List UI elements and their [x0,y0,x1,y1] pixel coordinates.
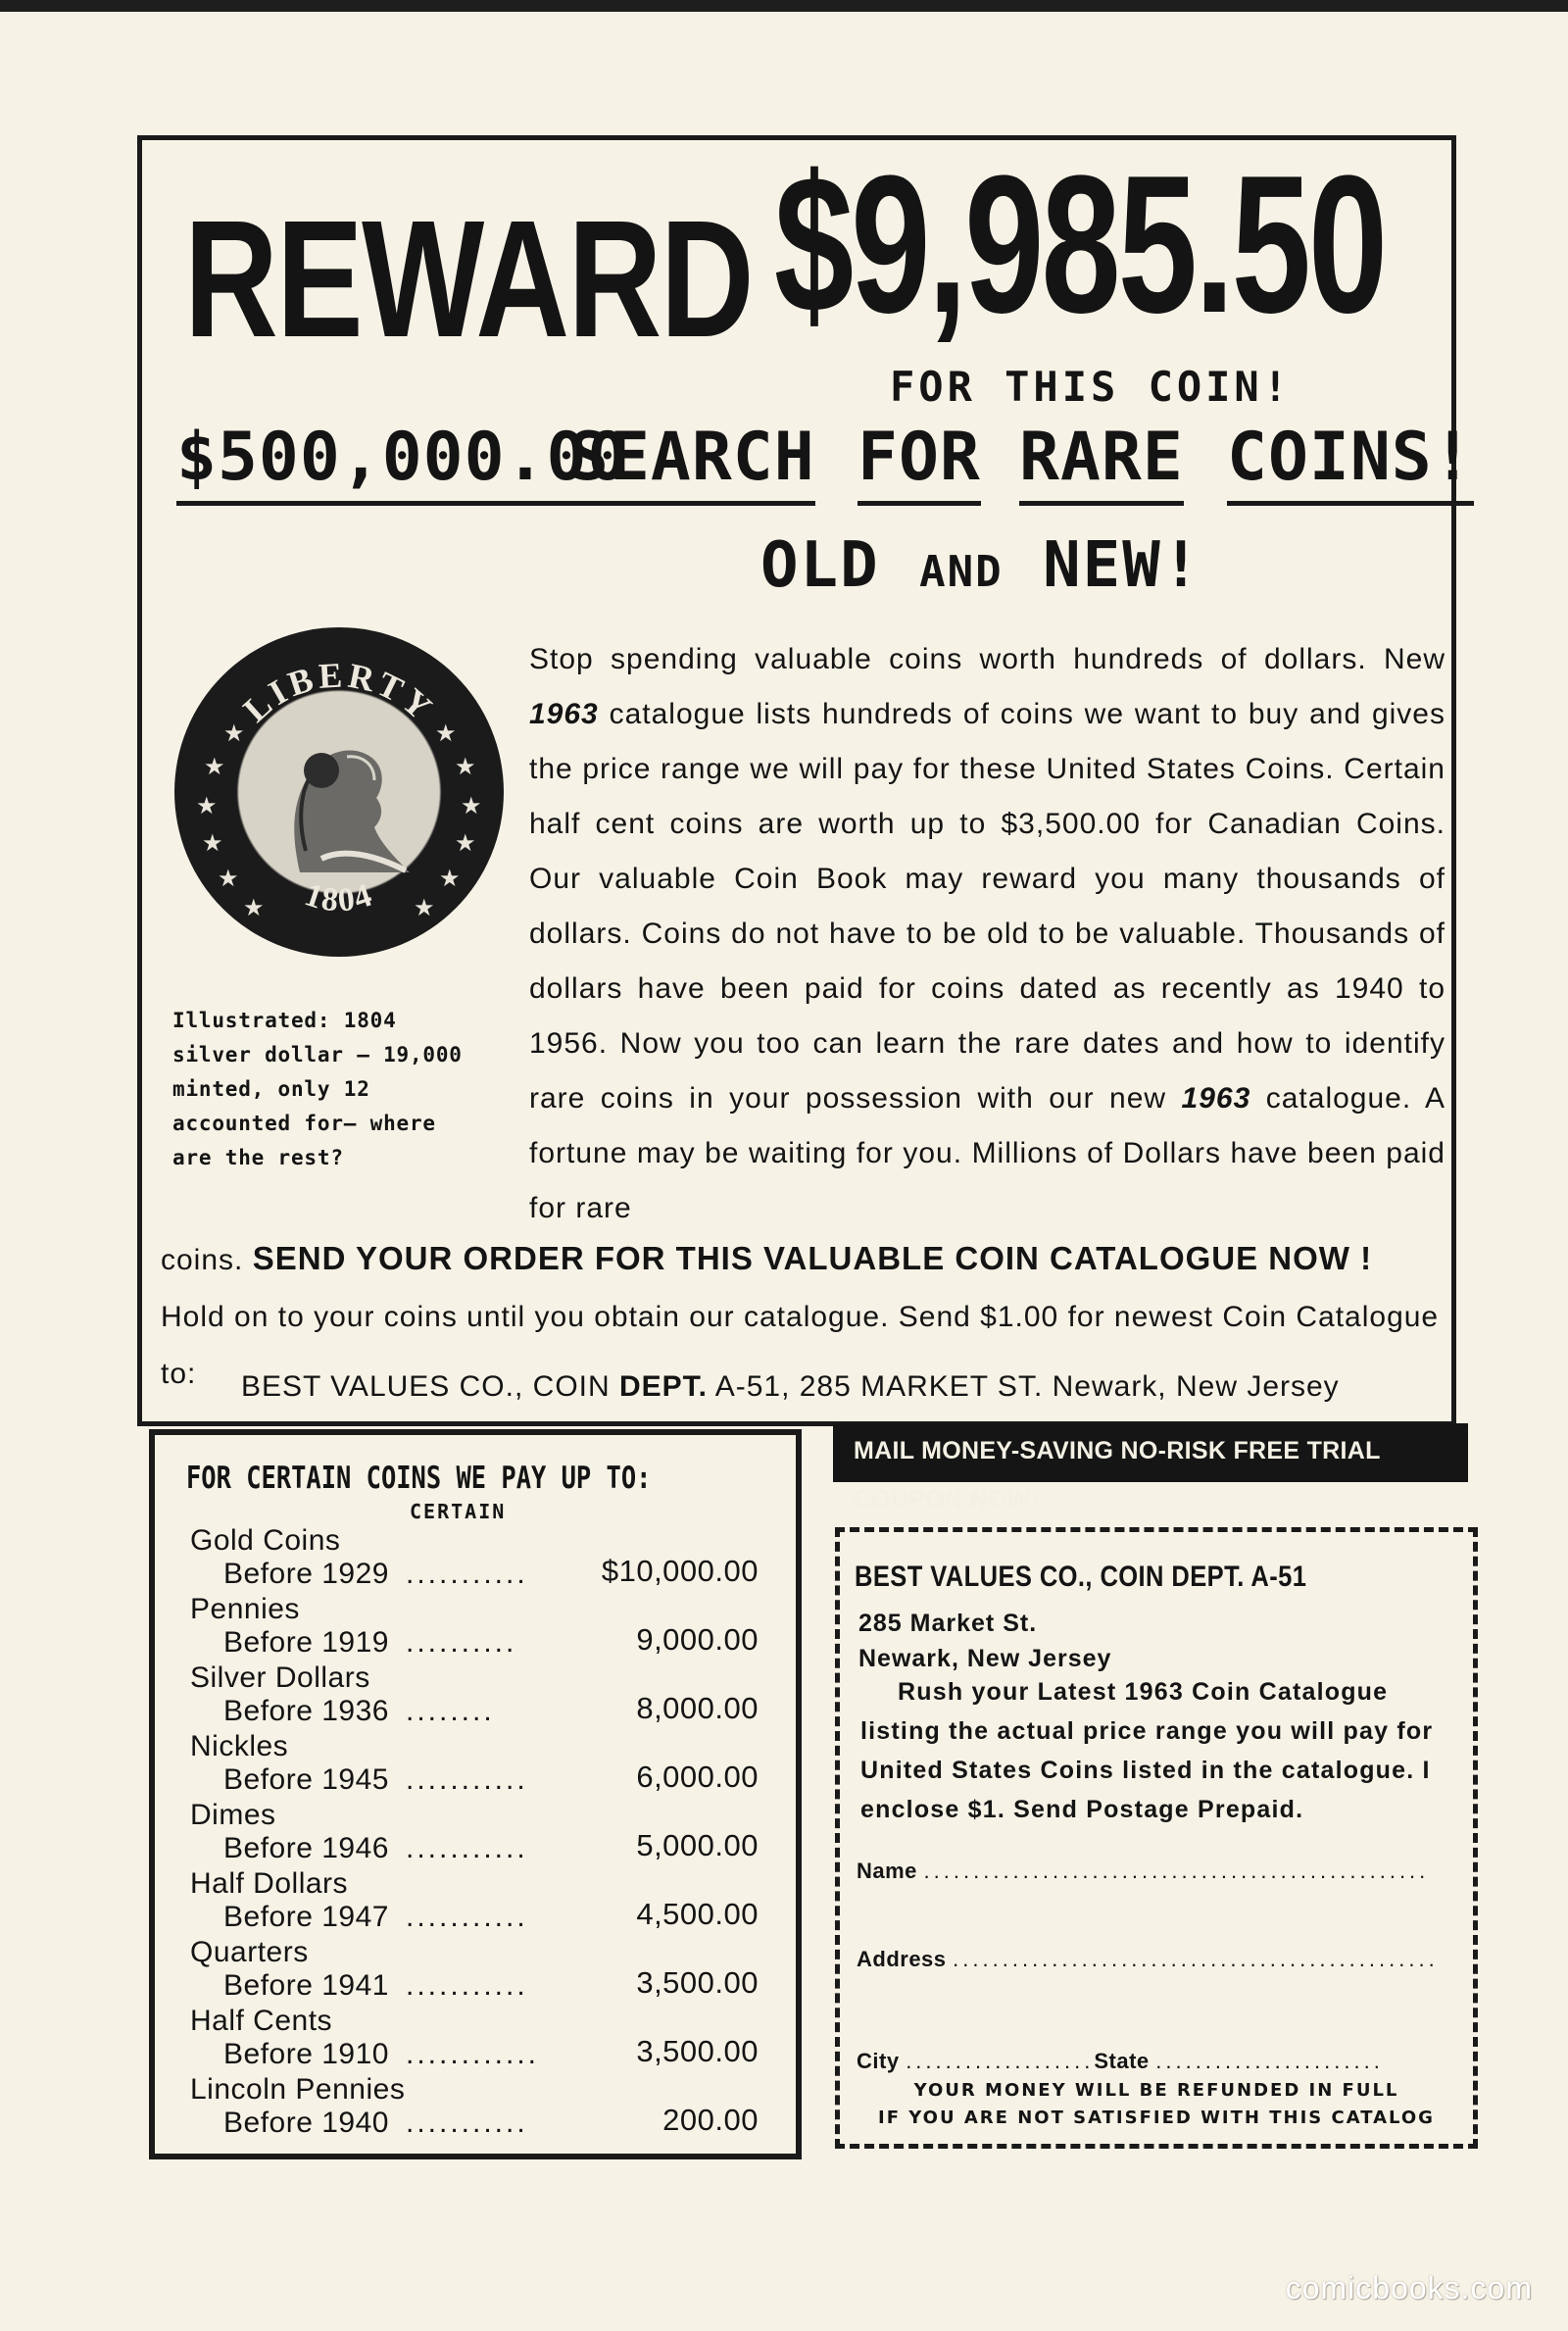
svg-text:★: ★ [435,720,457,747]
before-year: Before 1946 [223,1832,389,1864]
and-word: AND [919,547,1004,597]
leader-dots: ........ [406,1695,495,1727]
refund-note: IF YOU ARE NOT SATISFIED WITH THIS CATALOG [878,2108,1435,2128]
price-amount: 5,000.00 [636,1828,759,1862]
search-headline [176,419,1474,520]
body-text-part: Hold on to your coins until you obtain our catalogue. Send $1.00 for newest Coin Catalogue to: [161,1301,1440,1390]
before-year: Before 1941 [223,1969,389,2002]
search-word: FOR [858,422,981,506]
body-text-part: Stop spending valuable coins worth hundreds of dollars. New [529,643,1446,675]
price-row [190,1730,759,1799]
name-dots: ................................................... [923,1859,1430,1883]
address-label: Address [857,1947,947,1971]
search-word: RARE [1019,422,1184,506]
svg-text:★: ★ [439,866,461,892]
coin-illustration [174,627,504,957]
coin-type: Silver Dollars [190,1661,370,1694]
price-row [190,1524,759,1593]
headline-for-this-coin: FOR THIS COIN! [890,363,1293,411]
refund-note: YOUR MONEY WILL BE REFUNDED IN FULL [913,2080,1399,2101]
body-text-part: catalogue lists hundreds of coins we want to buy and gives the price range we will pay for these United States Coins. Certain half cent coins are worth up to $3,500.00 for Canadian Coins. Our valuable Coin Book may reward you many thousands of dollars. Coins do not have to be old to be valuable. Thousands of dollars have been paid for coins dated as recently as 1940 to 1956. Now you too can learn the rare dates and how to identify rare coins in your possession with our new [529,698,1446,1115]
coupon-year: 1963 [1124,1678,1184,1706]
leader-dots: ............ [406,2038,540,2070]
price-amount: 9,000.00 [636,1622,759,1657]
city-dots: ................... [906,2049,1095,2073]
before-year: Before 1947 [223,1901,389,1933]
price-amount: 200.00 [662,2103,759,2137]
name-label: Name [857,1859,917,1883]
leader-dots: ........... [406,1558,528,1590]
svg-text:★: ★ [243,895,265,921]
old-and-new [760,529,1201,602]
coupon-text-part: Rush your Latest [898,1678,1125,1706]
company-city: Newark, New Jersey [1043,1370,1340,1403]
coin-type: Gold Coins [190,1524,341,1557]
coin-type: Half Cents [190,2005,333,2037]
svg-text:★: ★ [204,754,225,780]
price-row [190,1799,759,1867]
price-amount: $10,000.00 [601,1554,759,1588]
city-state-field[interactable] [857,2049,1384,2074]
leader-dots: ........... [406,2107,528,2139]
price-amount: 3,500.00 [636,1965,759,2000]
coin-caption: Illustrated: 1804 silver dollar — 19,000 minted, only 12 accounted for— where are the rest? [172,1009,463,1169]
address-dots: ................................................. [953,1947,1439,1971]
coupon-street: 285 Market St. [858,1610,1038,1637]
order-callout: SEND YOUR ORDER FOR THIS VALUABLE COIN CATALOGUE NOW ! [252,1240,1373,1276]
body-text-part: coins. [161,1244,253,1276]
coin-type: Quarters [190,1936,309,1968]
coin-type: Nickles [190,1730,289,1762]
svg-text:★: ★ [223,720,245,747]
coin-type: Dimes [190,1799,276,1831]
price-row [190,1661,759,1730]
svg-text:★: ★ [196,793,218,819]
before-year: Before 1919 [223,1626,389,1659]
leader-dots: .......... [406,1626,517,1659]
coupon-text-part: Coin Catalogue listing the actual price range you will pay for United States Coins listed in the catalogue. I enclose $1. Send Postage Prepaid. [860,1678,1434,1823]
liberty-bust-icon [294,751,410,872]
svg-text:★: ★ [455,830,476,857]
leader-dots: ........... [406,1832,528,1864]
leader-dots: ........... [406,1969,528,2002]
body-text-part: catalogue. A fortune may be waiting for you. Millions of Dollars have been paid for rare [529,1082,1446,1224]
price-amount: 4,500.00 [636,1897,759,1931]
before-year: Before 1940 [223,2107,389,2139]
svg-text:★: ★ [202,830,223,857]
silver-dollar-coin-icon [174,627,504,957]
coin-type: Lincoln Pennies [190,2073,406,2106]
search-amount: $500,000.00 [176,422,628,506]
svg-text:★: ★ [461,793,482,819]
svg-text:★: ★ [455,754,476,780]
headline-amount: $9,985.50 [774,135,1386,354]
leader-dots: ........... [406,1763,528,1796]
price-amount: 3,500.00 [636,2034,759,2068]
search-word: SEARCH [568,422,815,506]
price-table-subtitle: CERTAIN [410,1500,507,1523]
coin-legend: LIBERTY [235,655,443,730]
price-row [190,1936,759,2005]
price-row [190,2005,759,2073]
page-top-edge [0,0,1568,12]
company-name: BEST VALUES CO., COIN [241,1370,619,1403]
price-row [190,2073,759,2142]
before-year: Before 1945 [223,1763,389,1796]
price-table-title: FOR CERTAIN COINS WE PAY UP TO: [186,1461,652,1496]
headline-reward: REWARD [184,186,753,372]
watermark: comicbooks.com [1285,2270,1533,2306]
price-row [190,1593,759,1661]
price-list [190,1524,759,2142]
body-year: 1963 [1181,1082,1251,1115]
state-dots: ....................... [1155,2049,1384,2073]
coupon-banner: MAIL MONEY-SAVING NO-RISK FREE TRIAL COUPON NOW! [833,1423,1468,1478]
coin-year: 1804 [300,876,378,919]
coupon-text [860,1672,1458,1829]
coin-type: Half Dollars [190,1867,349,1900]
price-amount: 6,000.00 [636,1760,759,1794]
company-address [241,1370,1340,1404]
before-year: Before 1936 [223,1695,389,1727]
name-field[interactable] [857,1859,1429,1884]
address-field[interactable] [857,1947,1439,1972]
svg-text:★: ★ [414,895,435,921]
before-year: Before 1929 [223,1558,389,1590]
body-year: 1963 [529,698,599,730]
new-word: NEW! [1043,529,1202,602]
state-label: State [1094,2049,1150,2073]
coupon-company: BEST VALUES CO., COIN DEPT. A-51 [855,1561,1307,1593]
company-dept-number: A-51, 285 [708,1370,861,1403]
body-paragraph [529,632,1446,1236]
svg-text:★: ★ [218,866,239,892]
company-street: MARKET ST. [860,1370,1044,1403]
old-word: OLD [760,529,880,602]
city-label: City [857,2049,900,2073]
search-word: COINS! [1227,422,1474,506]
company-dept: DEPT. [618,1370,709,1403]
price-amount: 8,000.00 [636,1691,759,1725]
price-row [190,1867,759,1936]
banner-rule [833,1478,1468,1482]
coin-type: Pennies [190,1593,300,1625]
coupon-city: Newark, New Jersey [858,1645,1112,1672]
leader-dots: ........... [406,1901,528,1933]
before-year: Before 1910 [223,2038,389,2070]
